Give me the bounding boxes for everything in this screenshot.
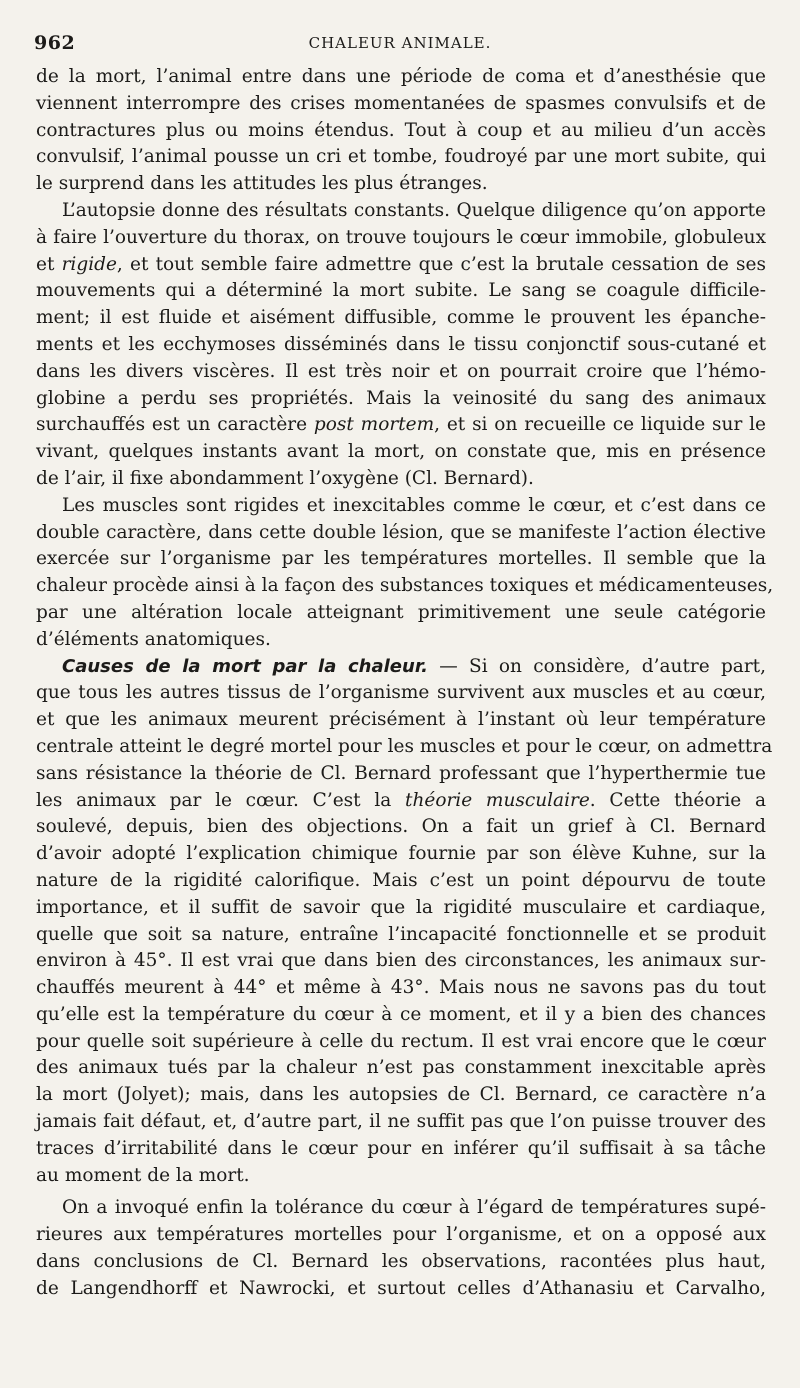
italic-term: théorie musculaire <box>405 789 590 811</box>
text-line: le surprend dans les attitudes les plus étranges. <box>36 173 488 195</box>
text-line: soulevé, depuis, bien des objections. On a fait un grief à Cl. Bernard <box>36 816 766 838</box>
text-line: de la mort, l’animal entre dans une période de coma et d’anesthésie que <box>36 66 766 87</box>
text-line: L’autopsie donne des résultats constants. Quelque diligence qu’on apporte <box>62 199 766 221</box>
text-line <box>36 412 766 439</box>
page-number: 962 <box>34 32 76 54</box>
text-line: double caractère, dans cette double lésion, que se manifeste l’action élective <box>36 521 766 543</box>
text-run: et <box>36 253 62 275</box>
text-line: nature de la rigidité calorifique. Mais c’est un point dépourvu de toute <box>36 869 766 891</box>
text-line: ment; il est fluide et aisément diffusible, comme le prouvent les épanche- <box>36 307 766 329</box>
running-title: CHALEUR ANIMALE. <box>308 34 492 52</box>
text-run: , et si on recueille ce liquide sur le <box>434 414 766 436</box>
text-run: — Si on considère, d’autre part, <box>427 655 766 677</box>
text-line: mouvements qui a déterminé la mort subite. Le sang se coagule difficile- <box>36 280 766 302</box>
text-line: importance, et il suffit de savoir que la rigidité musculaire et cardiaque, <box>36 896 766 918</box>
text-line: environ à 45°. Il est vrai que dans bien des circonstances, les animaux sur- <box>36 950 766 972</box>
text-run: . Cette théorie a <box>589 789 766 811</box>
paragraph-1 <box>36 64 766 198</box>
body-text <box>36 64 774 1303</box>
text-run: surchauffés est un caractère <box>36 414 314 436</box>
text-line: que tous les autres tissus de l’organisme survivent aux muscles et au cœur, <box>36 682 766 704</box>
paragraph-5 <box>36 1195 766 1302</box>
text-line: de l’air, il fixe abondamment l’oxygène (Cl. Bernard). <box>36 467 534 489</box>
text-line: jamais fait défaut, et, d’autre part, il ne suffit pas que l’on puisse trouver des <box>36 1111 766 1133</box>
text-line: chauffés meurent à 44° et même à 43°. Mais nous ne savons pas du tout <box>36 977 766 999</box>
text-line: et que les animaux meurent précisément à l’instant où leur température <box>36 709 766 731</box>
text-line: la mort (Jolyet); mais, dans les autopsies de Cl. Bernard, ce caractère n’a <box>36 1084 766 1106</box>
text-line: contractures plus ou moins étendus. Tout à coup et au milieu d’un accès <box>36 119 766 141</box>
text-line: viennent interrompre des crises momentanées de spasmes convulsifs et de <box>36 92 766 114</box>
text-line: convulsif, l’animal pousse un cri et tombe, foudroyé par une mort subite, qui <box>36 146 766 168</box>
page-header <box>30 28 770 58</box>
text-line: dans conclusions de Cl. Bernard les observations, racontées plus haut, <box>36 1251 766 1273</box>
text-line: vivant, quelques instants avant la mort, on constate que, mis en présence <box>36 441 766 463</box>
text-line: dans les divers viscères. Il est très noir et on pourrait croire que l’hémo- <box>36 360 766 382</box>
text-line: globine a perdu ses propriétés. Mais la veinosité du sang des animaux <box>36 387 766 409</box>
text-line: quelle que soit sa nature, entraîne l’incapacité fonctionnelle et se produit <box>36 923 766 945</box>
text-line: d’avoir adopté l’explication chimique fournie par son élève Kuhne, sur la <box>36 843 766 865</box>
text-line: de Langendhorff et Nawrocki, et surtout celles d’Athanasiu et Carvalho, <box>36 1277 766 1299</box>
text-line: Les muscles sont rigides et inexcitables comme le cœur, et c’est dans ce <box>62 494 766 516</box>
text-line: sans résistance la théorie de Cl. Bernard professant que l’hyperthermie tue <box>36 762 766 784</box>
paragraph-4 <box>36 654 773 1190</box>
text-line: centrale atteint le degré mortel pour les muscles et pour le cœur, on admettra <box>36 735 773 757</box>
text-line: ments et les ecchymoses disséminés dans le tissu conjonctif sous-cutané et <box>36 333 766 355</box>
text-line: au moment de la mort. <box>36 1164 250 1186</box>
text-line: qu’elle est la température du cœur à ce moment, et il y a bien des chances <box>36 1003 766 1025</box>
italic-term: post mortem <box>313 414 435 436</box>
text-line: par une altération locale atteignant primitivement une seule catégorie <box>36 601 766 623</box>
text-line <box>36 788 766 815</box>
text-line: à faire l’ouverture du thorax, on trouve toujours le cœur immobile, globuleux <box>36 226 766 248</box>
text-line <box>36 654 766 681</box>
text-line: traces d’irritabilité dans le cœur pour en inférer qu’il suffisait à sa tâche <box>36 1137 766 1159</box>
text-line <box>36 252 766 279</box>
text-line: pour quelle soit supérieure à celle du rectum. Il est vrai encore que le cœur <box>36 1030 766 1052</box>
italic-term: rigide <box>61 253 117 275</box>
text-line: rieures aux températures mortelles pour l’organisme, et on a opposé aux <box>36 1224 766 1246</box>
paragraph-2 <box>36 198 766 493</box>
text-run: , et tout semble faire admettre que c’est la brutale cessation de ses <box>116 253 766 275</box>
text-line: On a invoqué enfin la tolérance du cœur à l’égard de températures supé- <box>62 1197 766 1219</box>
text-run: les animaux par le cœur. C’est la <box>36 789 406 811</box>
text-line: chaleur procède ainsi à la façon des substances toxiques et médicamenteuses, <box>36 575 774 597</box>
paragraph-3 <box>36 493 774 654</box>
text-line: d’éléments anatomiques. <box>36 628 271 650</box>
section-heading: Causes de la mort par la chaleur. <box>62 655 428 677</box>
text-line: des animaux tués par la chaleur n’est pas constamment inexcitable après <box>36 1057 766 1079</box>
text-line: exercée sur l’organisme par les températures mortelles. Il semble que la <box>36 548 766 570</box>
